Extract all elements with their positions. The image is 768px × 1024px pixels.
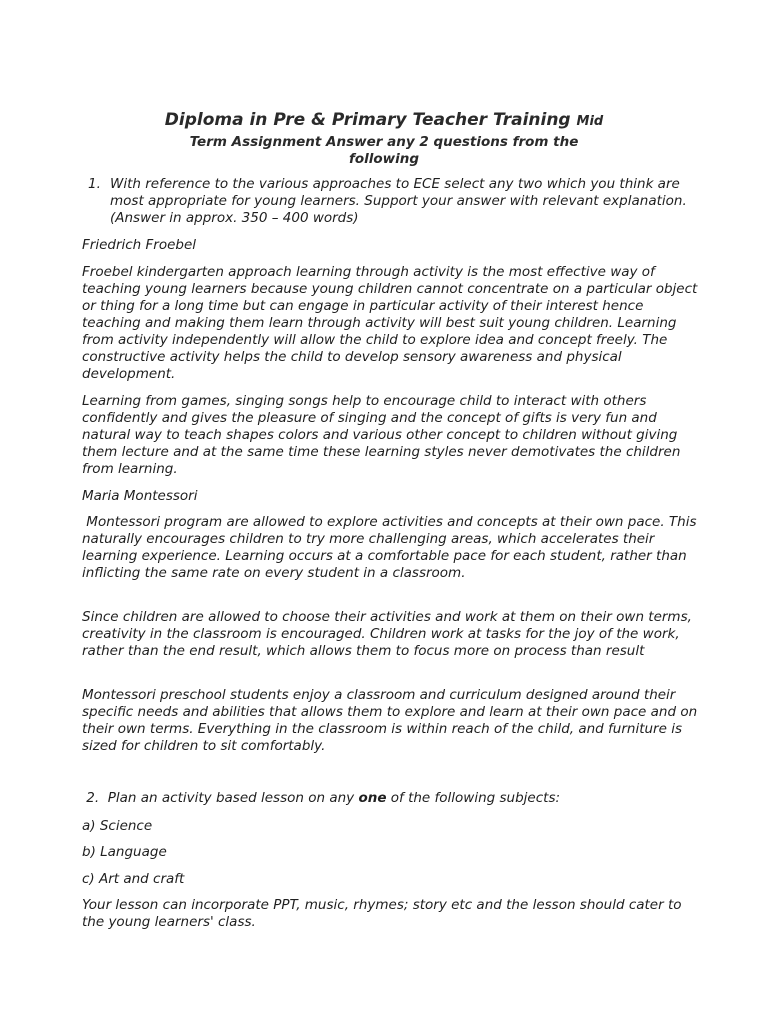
option-science: a) Science bbox=[82, 818, 153, 834]
froebel-paragraph-1: Froebel kindergarten approach learning through activity is the most effective way of teaching young learners because young children cannot concentrate on a particular object or thing for a long time but can engage in particular activity of their interest hence teaching and making them learn through activity will best suit young children. Learning from activity independently will allow the child to explore idea and concept freely. The constructive activity helps the child to develop sensory awareness and physical development. bbox=[82, 264, 698, 382]
froebel-heading: Friedrich Froebel bbox=[82, 237, 197, 253]
montessori-paragraph-2: Since children are allowed to choose their activities and work at them on their own terms, creativity in the classroom is encouraged. Children work at tasks for the joy of the work, rather than the end result, which allows them to focus more on process than result bbox=[82, 609, 692, 659]
option-language: b) Language bbox=[82, 844, 167, 860]
title-mid: Mid bbox=[576, 114, 604, 129]
question-1-number: 1. bbox=[88, 176, 101, 192]
title-main: Diploma in Pre & Primary Teacher Training bbox=[164, 110, 571, 130]
montessori-paragraph-1: Montessori program are allowed to explore activities and concepts at their own pace. This naturally encourages children to try more challenging areas, which accelerates their learning experience. Learning occurs at a comfortable pace for each student, rather than inflicting the same rate on every student in a classroom. bbox=[82, 514, 701, 581]
question-2-suffix: of the following subjects: bbox=[386, 790, 561, 806]
option-art-and-craft: c) Art and craft bbox=[82, 871, 185, 887]
question-1-text: With reference to the various approaches to ECE select any two which you think are most appropriate for young learners. Support your answer with relevant explanation. (Answer in approx. 350 – 400 words) bbox=[110, 176, 687, 226]
question-2-prefix: 2. Plan an activity based lesson on any bbox=[82, 790, 359, 806]
question-2-emphasis: one bbox=[358, 790, 387, 806]
montessori-paragraph-3: Montessori preschool students enjoy a classroom and curriculum designed around their specific needs and abilities that allows them to explore and learn at their own pace and on their own terms. Everything in the classroom is within reach of the child, and furniture is sized for children to sit comfortably. bbox=[82, 687, 698, 754]
question-2 bbox=[82, 790, 698, 807]
document-title bbox=[60, 108, 708, 168]
title-line-2: Term Assignment Answer any 2 questions from the bbox=[189, 134, 579, 150]
question-1 bbox=[82, 176, 692, 227]
title-line-3: following bbox=[348, 151, 420, 167]
froebel-paragraph-2: Learning from games, singing songs help to encourage child to interact with others confidently and gives the pleasure of singing and the concept of gifts is very fun and natural way to teach shapes colors and various other concept to children without giving them lecture and at the same time these learning styles never demotivates the children from learning. bbox=[82, 393, 681, 477]
question-2-note: Your lesson can incorporate PPT, music, rhymes; story etc and the lesson should cater to the young learners' class. bbox=[82, 897, 682, 930]
montessori-heading: Maria Montessori bbox=[82, 488, 198, 504]
